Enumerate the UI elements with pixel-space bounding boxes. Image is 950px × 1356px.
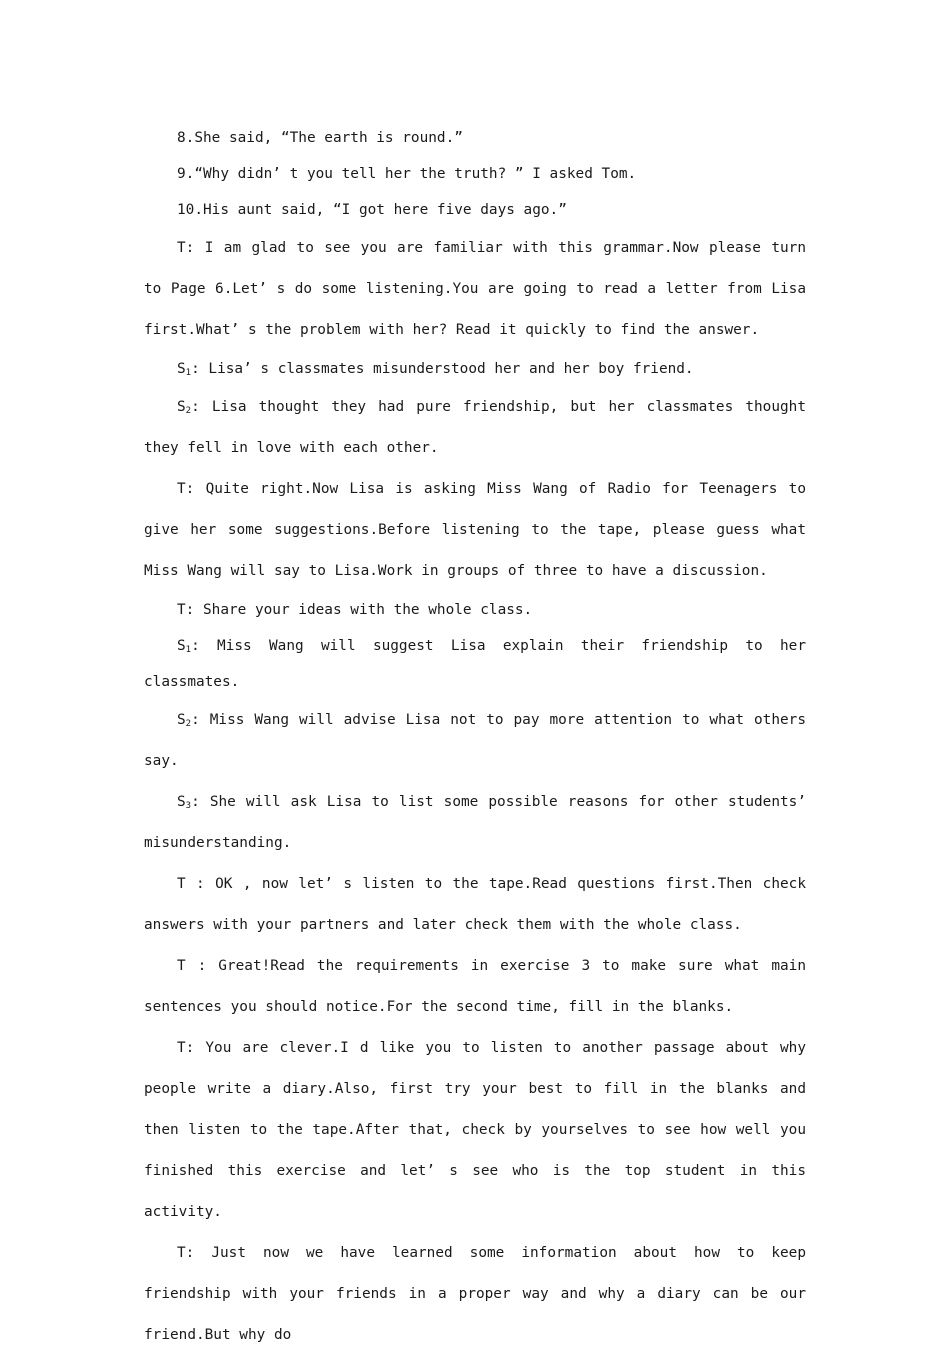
paragraph xyxy=(144,1233,806,1356)
speaker-subscript: 2 xyxy=(185,406,192,416)
paragraph-text: T: Share your ideas with the whole class. xyxy=(177,602,533,618)
paragraph xyxy=(144,469,806,592)
paragraph xyxy=(144,192,806,228)
speaker-subscript: 1 xyxy=(185,645,192,655)
paragraph xyxy=(144,864,806,946)
speaker-subscript: 1 xyxy=(185,368,192,378)
paragraph xyxy=(144,351,806,387)
paragraph-text: 8.She said, “The earth is round.” xyxy=(177,130,463,146)
speaker-subscript: 2 xyxy=(185,719,192,729)
speaker-subscript: 3 xyxy=(185,801,192,811)
speaker-label: S xyxy=(177,712,186,728)
speaker-label: S xyxy=(177,794,186,810)
paragraph-text: 10.His aunt said, “I got here five days ago.” xyxy=(177,202,567,218)
paragraph xyxy=(144,156,806,192)
paragraph xyxy=(144,782,806,864)
paragraph xyxy=(144,628,806,700)
paragraph xyxy=(144,700,806,782)
paragraph-text: T: Just now we have learned some information about how to keep friendship with your friends in a proper way and why a diary can be our friend.But why do xyxy=(144,1245,806,1343)
paragraph-text: : Lisa’ s classmates misunderstood her and her boy friend. xyxy=(191,361,694,377)
paragraph-text: : She will ask Lisa to list some possible reasons for other students’ misunderstanding. xyxy=(144,794,806,851)
paragraph-text: : Miss Wang will suggest Lisa explain their friendship to her classmates. xyxy=(144,638,806,690)
paragraph xyxy=(144,228,806,351)
paragraph xyxy=(144,120,806,156)
paragraph-text: : Miss Wang will advise Lisa not to pay more attention to what others say. xyxy=(144,712,806,769)
paragraph-text: T: You are clever.I d like you to listen to another passage about why people write a diary.Also, first try your best to fill in the blanks and then listen to the tape.After that, check by yourselves to see how well you finished this exercise and let’ s see who is the top student in this activity. xyxy=(144,1040,806,1220)
paragraph-text: T : Great!Read the requirements in exercise 3 to make sure what main sentences you should notice.For the second time, fill in the blanks. xyxy=(144,958,806,1015)
paragraph-text: 9.“Why didn’ t you tell her the truth? ” I asked Tom. xyxy=(177,166,637,182)
paragraph-text: T: I am glad to see you are familiar with this grammar.Now please turn to Page 6.Let’ s do some listening.You are going to read a letter from Lisa first.What’ s the problem with her? Read it quickly to find the answer. xyxy=(144,240,806,338)
paragraph xyxy=(144,592,806,628)
paragraph xyxy=(144,946,806,1028)
document-body xyxy=(144,122,806,1356)
paragraph-text: : Lisa thought they had pure friendship, but her classmates thought they fell in love with each other. xyxy=(144,399,806,456)
speaker-label: S xyxy=(177,361,186,377)
paragraph xyxy=(144,1028,806,1233)
paragraph-text: T : OK , now let’ s listen to the tape.Read questions first.Then check answers with your partners and later check them with the whole class. xyxy=(144,876,806,933)
speaker-label: S xyxy=(177,399,186,415)
paragraph-text: T: Quite right.Now Lisa is asking Miss Wang of Radio for Teenagers to give her some suggestions.Before listening to the tape, please guess what Miss Wang will say to Lisa.Work in groups of three to have a discussion. xyxy=(144,481,806,579)
speaker-label: S xyxy=(177,638,186,654)
paragraph xyxy=(144,387,806,469)
